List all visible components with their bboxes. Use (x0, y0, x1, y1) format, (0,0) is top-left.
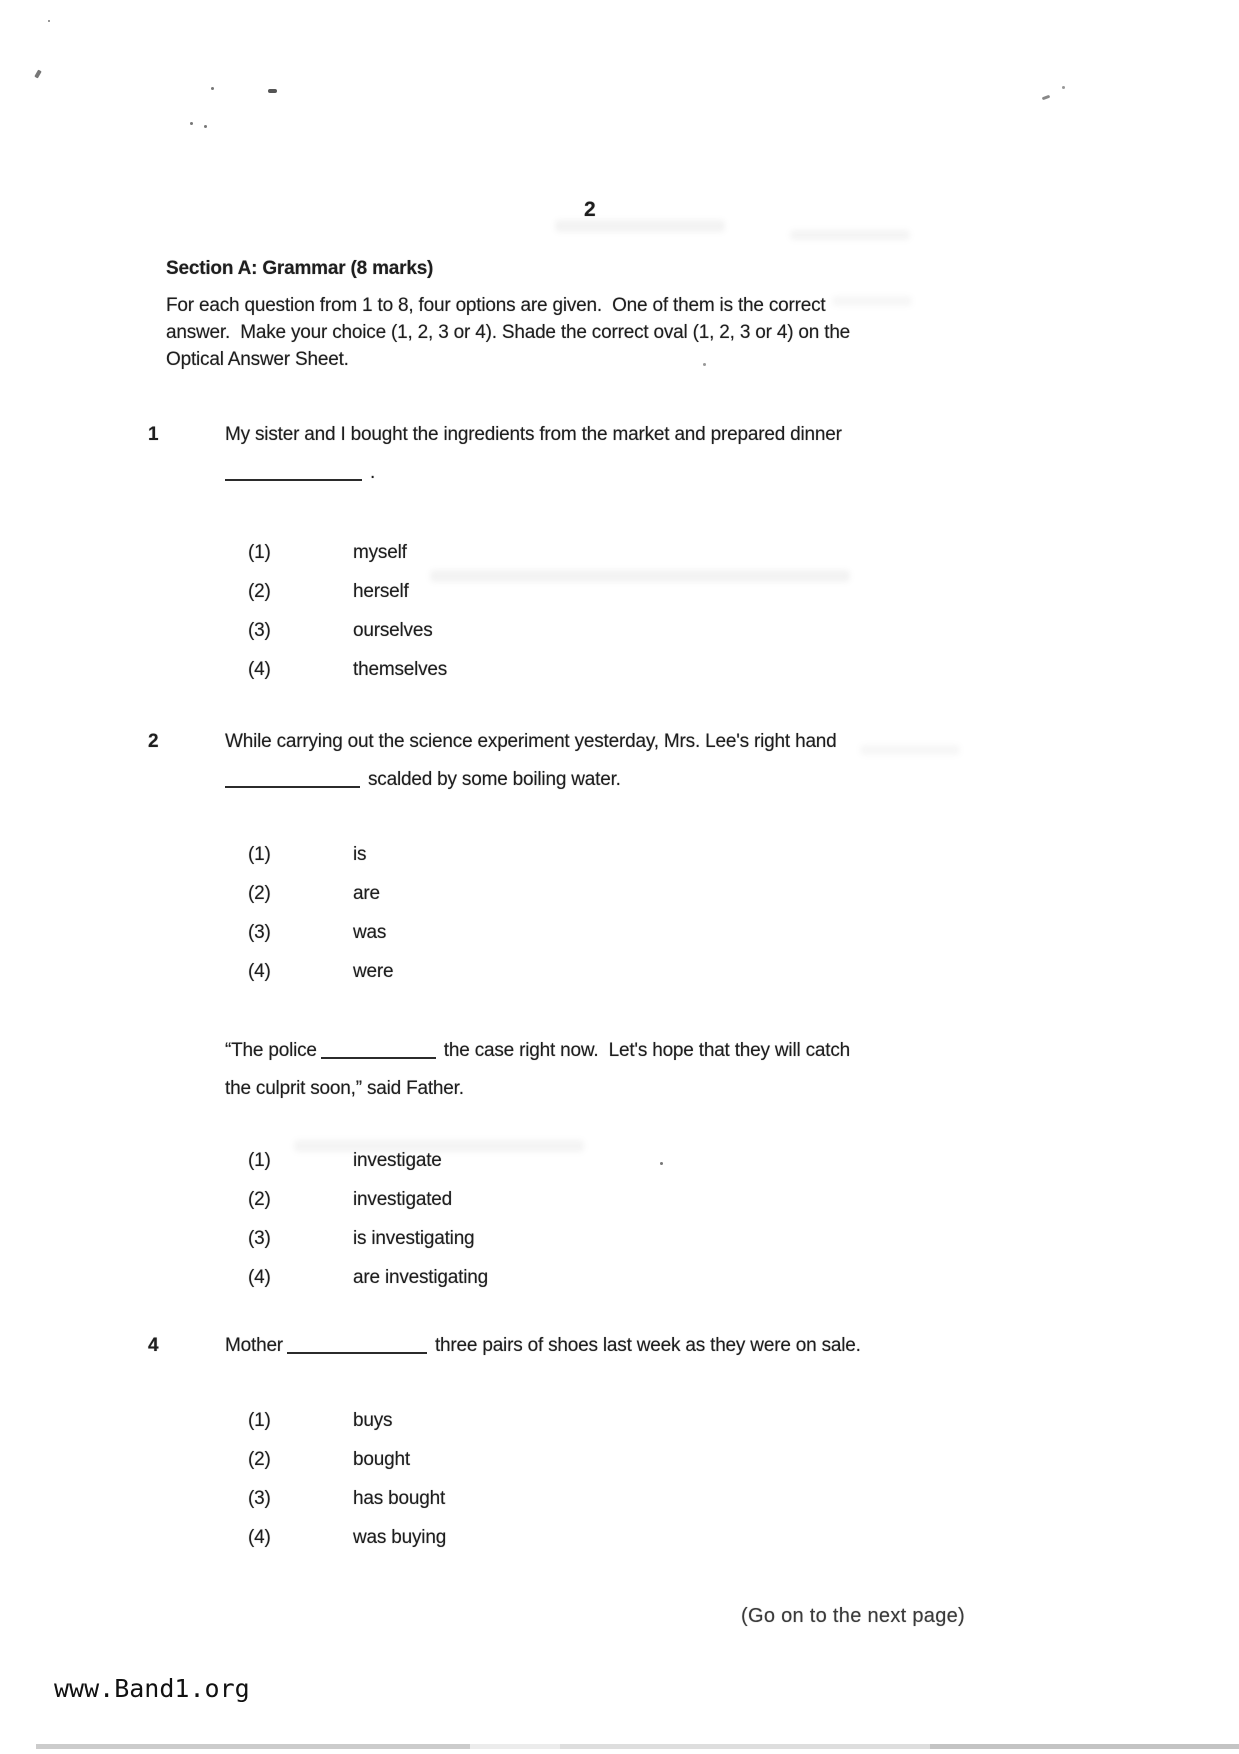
question-1-options (248, 533, 1040, 689)
stem-line (225, 1032, 1040, 1070)
option-label: are (353, 882, 380, 904)
option-row (248, 611, 1040, 650)
option-row (248, 952, 1040, 991)
scan-speck (268, 89, 277, 93)
question-2-stem (225, 723, 1040, 799)
option-row (248, 1219, 1040, 1258)
option-number: (2) (248, 882, 271, 904)
question-number: 1 (148, 424, 159, 445)
answer-blank (321, 1056, 436, 1059)
option-label: is (353, 843, 367, 865)
option-number: (3) (248, 1487, 271, 1509)
question-4-stem (225, 1327, 1040, 1365)
scan-speck (1042, 95, 1051, 101)
option-row (248, 1479, 1040, 1518)
scan-edge-line (36, 1744, 470, 1749)
scan-speck (211, 87, 214, 90)
option-row (248, 650, 1040, 689)
bleed-through-artifact (555, 220, 725, 232)
scan-speck (660, 1162, 663, 1165)
question-1 (0, 416, 1040, 689)
option-row (248, 1401, 1040, 1440)
option-label: ourselves (353, 619, 433, 641)
stem-text: three pairs of shoes last week as they were on sale. (434, 1335, 861, 1356)
option-number: (4) (248, 658, 271, 680)
question-2-options (248, 835, 1040, 991)
stem-text: “The police (225, 1040, 317, 1061)
option-row (248, 835, 1040, 874)
question-3-stem (225, 1032, 1040, 1108)
scan-edge-line (470, 1744, 560, 1749)
option-number: (4) (248, 1266, 271, 1288)
option-number: (1) (248, 1409, 271, 1431)
option-number: (2) (248, 580, 271, 602)
option-label: is investigating (353, 1227, 475, 1249)
option-label: myself (353, 541, 407, 563)
instruction-line: Optical Answer Sheet. (166, 349, 349, 370)
option-number: (1) (248, 843, 271, 865)
option-row (248, 1180, 1040, 1219)
stem-text: While carrying out the science experiment yesterday, Mrs. Lee's right hand (225, 731, 837, 752)
option-number: (2) (248, 1448, 271, 1470)
option-row (248, 913, 1040, 952)
stem-text: the case right now. Let's hope that they will catch (443, 1040, 850, 1061)
option-row (248, 533, 1040, 572)
question-4-options (248, 1401, 1040, 1557)
option-number: (1) (248, 1149, 271, 1171)
option-label: was (353, 921, 387, 943)
question-number: 4 (148, 1335, 159, 1356)
option-label: investigated (353, 1188, 453, 1210)
section-heading: Section A: Grammar (8 marks) (166, 258, 434, 279)
question-4 (0, 1327, 1040, 1557)
bleed-through-artifact (430, 570, 850, 582)
option-label: themselves (353, 658, 448, 680)
scan-speck (1062, 86, 1065, 89)
bleed-through-artifact (294, 1140, 584, 1152)
stem-text: Mother (225, 1335, 283, 1356)
question-3-options (248, 1141, 1040, 1297)
option-number: (4) (248, 1526, 271, 1548)
instruction-line: answer. Make your choice (1, 2, 3 or 4). Shade the correct oval (1, 2, 3 or 4) on the (166, 322, 851, 343)
answer-blank (225, 478, 362, 481)
stem-text: My sister and I bought the ingredients from the market and prepared dinner (225, 424, 842, 445)
scan-speck (190, 122, 193, 125)
answer-blank (225, 785, 360, 788)
option-label: buys (353, 1409, 393, 1431)
stem-line (225, 1327, 1040, 1365)
section-instructions (166, 292, 926, 373)
stem-line (225, 454, 1040, 492)
stem-text: . (370, 462, 376, 483)
option-row (248, 1440, 1040, 1479)
option-label: has bought (353, 1487, 446, 1509)
scan-speck (204, 125, 207, 128)
bleed-through-artifact (790, 230, 910, 240)
scan-edge-line (930, 1744, 1239, 1749)
answer-blank (287, 1351, 427, 1354)
question-number: 2 (148, 731, 159, 752)
option-number: (3) (248, 619, 271, 641)
option-number: (3) (248, 1227, 271, 1249)
page-number: 2 (584, 198, 596, 221)
option-number: (3) (248, 921, 271, 943)
option-label: was buying (353, 1526, 447, 1548)
bleed-through-artifact (860, 745, 960, 755)
option-number: (4) (248, 960, 271, 982)
question-1-stem (225, 416, 1040, 492)
option-row (248, 1258, 1040, 1297)
stem-text: the culprit soon,” said Father. (225, 1078, 464, 1099)
footer-url: www.Band1.org (54, 1674, 250, 1703)
stem-text: scalded by some boiling water. (368, 769, 621, 790)
option-row (248, 874, 1040, 913)
question-2 (0, 723, 1040, 991)
stem-line (225, 761, 1040, 799)
continue-note: (Go on to the next page) (741, 1605, 966, 1627)
scan-speck (48, 20, 50, 22)
option-row (248, 1518, 1040, 1557)
option-label: are investigating (353, 1266, 488, 1288)
stem-line (225, 1070, 1040, 1108)
stem-line (225, 416, 1040, 454)
question-3 (0, 1032, 1040, 1297)
option-number: (1) (248, 541, 271, 563)
option-label: were (353, 960, 394, 982)
scan-edge-line (560, 1744, 930, 1749)
option-label: bought (353, 1448, 410, 1470)
option-label: herself (353, 580, 409, 602)
stem-line (225, 723, 1040, 761)
instruction-line: For each question from 1 to 8, four options are given. One of them is the correct (166, 295, 826, 316)
option-label: investigate (353, 1149, 442, 1171)
scan-speck (703, 363, 706, 366)
bleed-through-artifact (832, 296, 912, 306)
option-number: (2) (248, 1188, 271, 1210)
scan-speck (34, 70, 41, 79)
